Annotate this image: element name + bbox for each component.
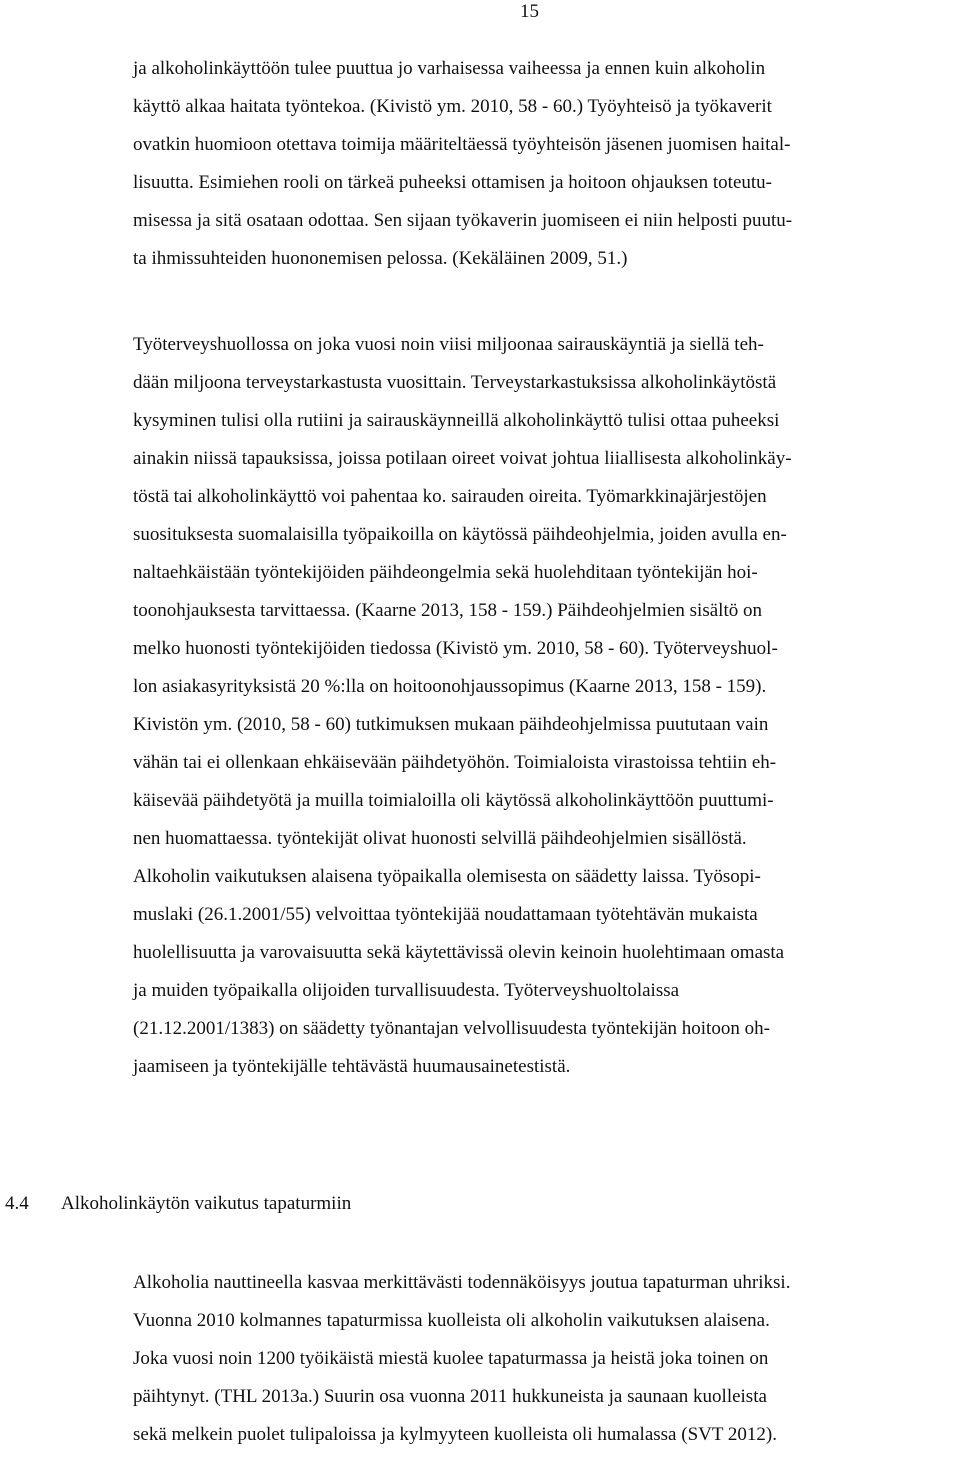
section-number: 4.4 <box>5 1193 29 1214</box>
text-line: Alkoholin vaikutuksen alaisena työpaikalla olemisesta on säädetty laissa. Työsopi- <box>133 866 761 887</box>
text-line: dään miljoona terveystarkastusta vuosittain. Terveystarkastuksissa alkoholinkäytöstä <box>133 372 777 393</box>
text-line: jaamiseen ja työntekijälle tehtävästä huumausainetestistä. <box>133 1056 571 1077</box>
text-line: suosituksesta suomalaisilla työpaikoilla on käytössä päihdeohjelmia, joiden avulla en- <box>133 524 787 545</box>
text-line: ja muiden työpaikalla olijoiden turvallisuudesta. Työterveyshuoltolaissa <box>133 980 680 1001</box>
text-line: kysyminen tulisi olla rutiini ja sairauskäynneillä alkoholinkäyttö tulisi ottaa puheeksi <box>133 410 780 431</box>
text-line: Työterveyshuollossa on joka vuosi noin viisi miljoonaa sairauskäyntiä ja siellä teh- <box>133 334 764 355</box>
text-line: nen huomattaessa. työntekijät olivat huonosti selvillä päihdeohjelmien sisällöstä. <box>133 828 747 849</box>
text-line: misessa ja sitä osataan odottaa. Sen sijaan työkaverin juomiseen ei niin helposti puutu- <box>133 210 793 231</box>
text-line: lisuutta. Esimiehen rooli on tärkeä puheeksi ottamisen ja hoitoon ohjauksen toteutu- <box>133 172 773 193</box>
text-line: ja alkoholinkäyttöön tulee puuttua jo varhaisessa vaiheessa ja ennen kuin alkoholin <box>133 58 766 79</box>
text-line: ta ihmissuhteiden huononemisen pelossa. (Kekäläinen 2009, 51.) <box>133 248 628 269</box>
text-line: töstä tai alkoholinkäyttö voi pahentaa ko. sairauden oireita. Työmarkkinajärjestöjen <box>133 486 767 507</box>
text-line: ovatkin huomioon otettava toimija määriteltäessä työyhteisön jäsenen juomisen haital- <box>133 134 791 155</box>
text-line: Vuonna 2010 kolmannes tapaturmissa kuolleista oli alkoholin vaikutuksen alaisena. <box>133 1310 770 1331</box>
text-line: toonohjauksesta tarvittaessa. (Kaarne 2013, 158 - 159.) Päihdeohjelmien sisältö on <box>133 600 762 621</box>
text-line: melko huonosti työntekijöiden tiedossa (Kivistö ym. 2010, 58 - 60). Työterveyshuol- <box>133 638 778 659</box>
text-line: käyttö alkaa haitata työntekoa. (Kivistö ym. 2010, 58 - 60.) Työyhteisö ja työkaverit <box>133 96 772 117</box>
text-line: (21.12.2001/1383) on säädetty työnantajan velvollisuudesta työntekijän hoitoon oh- <box>133 1018 770 1039</box>
text-line: päihtynyt. (THL 2013a.) Suurin osa vuonna 2011 hukkuneista ja saunaan kuolleista <box>133 1386 767 1407</box>
text-line: lon asiakasyrityksistä 20 %:lla on hoitoonohjaussopimus (Kaarne 2013, 158 - 159). <box>133 676 767 697</box>
text-line: Kivistön ym. (2010, 58 - 60) tutkimuksen mukaan päihdeohjelmissa puututaan vain <box>133 714 769 735</box>
text-line: Alkoholia nauttineella kasvaa merkittävästi todennäköisyys joutua tapaturman uhriksi. <box>133 1272 791 1293</box>
page-number: 15 <box>520 1 539 22</box>
text-line: vähän tai ei ollenkaan ehkäisevään päihdetyöhön. Toimialoista virastoissa tehtiin eh- <box>133 752 777 773</box>
text-line: käisevää päihdetyötä ja muilla toimialoilla oli käytössä alkoholinkäyttöön puuttumi- <box>133 790 774 811</box>
text-line: naltaehkäistään työntekijöiden päihdeongelmia sekä huolehditaan työntekijän hoi- <box>133 562 758 583</box>
text-line: ainakin niissä tapauksissa, joissa potilaan oireet voivat johtua liiallisesta alkoholinkäy- <box>133 448 792 469</box>
text-line: huolellisuutta ja varovaisuutta sekä käytettävissä olevin keinoin huolehtimaan omasta <box>133 942 785 963</box>
section-title: Alkoholinkäytön vaikutus tapaturmiin <box>61 1193 352 1214</box>
text-line: Joka vuosi noin 1200 työikäistä miestä kuolee tapaturmassa ja heistä joka toinen on <box>133 1348 769 1369</box>
text-line: sekä melkein puolet tulipaloissa ja kylmyyteen kuolleista oli humalassa (SVT 2012). <box>133 1424 777 1445</box>
text-line: muslaki (26.1.2001/55) velvoittaa työntekijää noudattamaan työtehtävän mukaista <box>133 904 758 925</box>
